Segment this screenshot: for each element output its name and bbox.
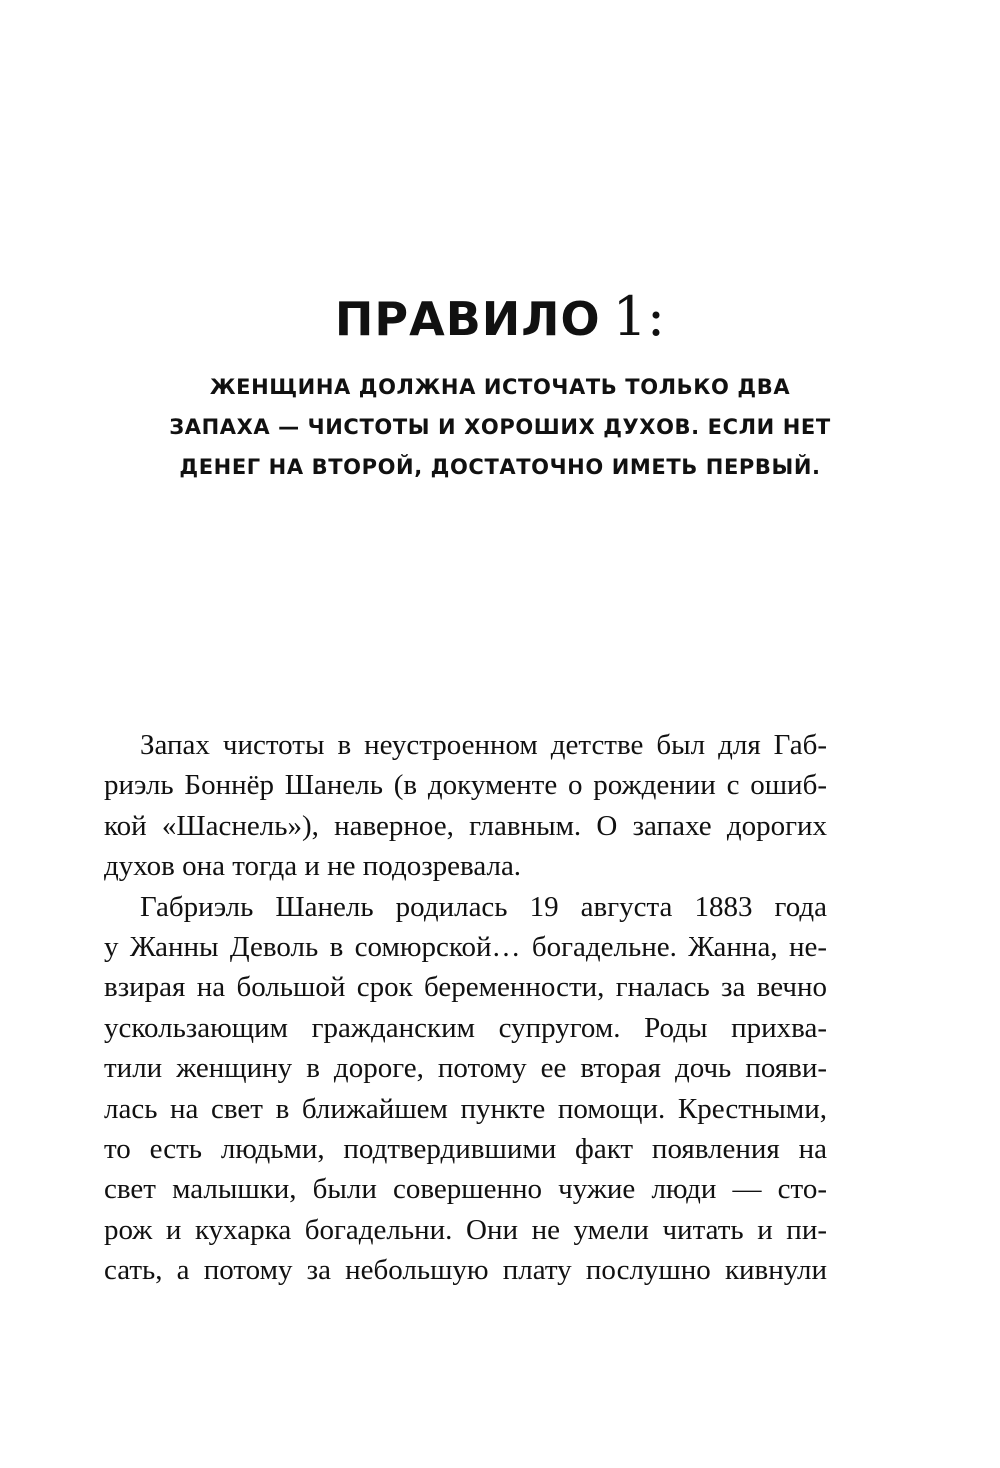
paragraph-line: духов она тогда и не подозревала. xyxy=(104,850,522,883)
paragraph-line: свет малышки, были совершенно чужие люди — сто- xyxy=(104,1173,827,1206)
epigraph xyxy=(110,367,890,487)
paragraph-line: Габриэль Шанель родилась 19 августа 1883 года xyxy=(140,890,827,923)
paragraph-line: взирая на большой срок беременности, гналась за вечно xyxy=(104,971,827,1004)
epigraph-line: ЖЕНЩИНА ДОЛЖНА ИСТОЧАТЬ ТОЛЬКО ДВА xyxy=(209,375,791,399)
chapter-title xyxy=(0,282,1000,354)
paragraph-line: ускользающим гражданским супругом. Роды прихва- xyxy=(104,1011,827,1044)
epigraph-line: ЗАПАХА — ЧИСТОТЫ И ХОРОШИХ ДУХОВ. ЕСЛИ НЕТ xyxy=(169,415,831,439)
paragraph-line: тили женщину в дороге, потому ее вторая дочь появи- xyxy=(104,1052,827,1085)
epigraph-line: ДЕНЕГ НА ВТОРОЙ, ДОСТАТОЧНО ИМЕТЬ ПЕРВЫЙ. xyxy=(179,455,821,479)
paragraph-line: у Жанны Деволь в сомюрской… богадельне. Жанна, не- xyxy=(104,930,827,963)
paragraph-line: рож и кухарка богадельни. Они не умели читать и пи- xyxy=(104,1213,827,1246)
chapter-title-number: 1: xyxy=(612,285,666,348)
paragraph-line: кой «Шаснель»), наверное, главным. О запахе дорогих xyxy=(104,809,827,842)
paragraph-line: риэль Боннёр Шанель (в документе о рождении с ошиб- xyxy=(104,769,827,802)
body-text xyxy=(104,725,827,1290)
paragraph-line: сать, а потому за небольшую плату послушно кивнули xyxy=(104,1254,827,1287)
paragraph-line: лась на свет в ближайшем пункте помощи. Крестными, xyxy=(104,1092,827,1125)
paragraph-line: то есть людьми, подтвердившими факт появления на xyxy=(104,1132,827,1165)
paragraph-line: Запах чистоты в неустроенном детстве был для Габ- xyxy=(140,729,827,761)
chapter-title-word: ПРАВИЛО xyxy=(334,292,601,346)
